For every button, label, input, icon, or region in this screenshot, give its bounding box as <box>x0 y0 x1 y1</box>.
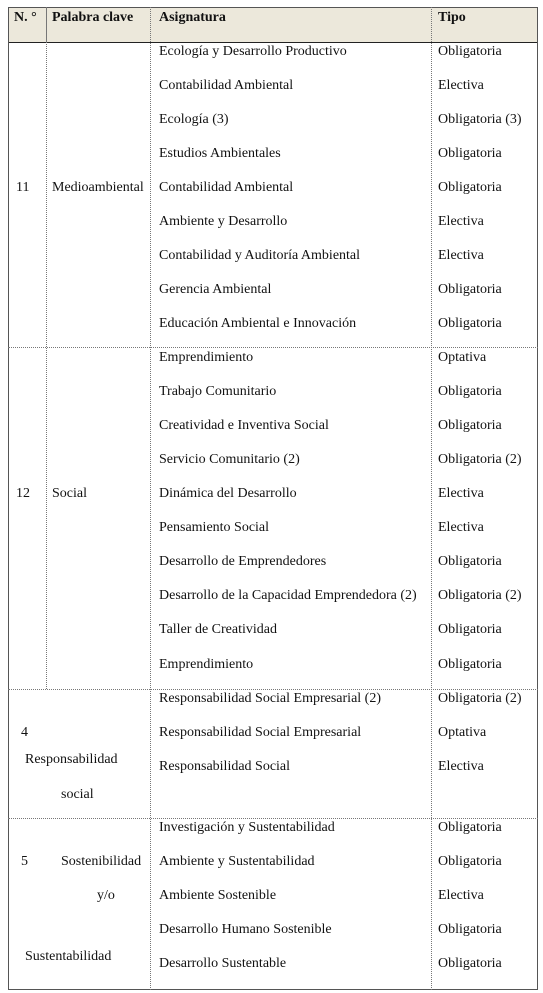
subject-cell: Dinámica del Desarrollo <box>159 486 297 501</box>
subject-cell: Estudios Ambientales <box>159 146 281 161</box>
subject-cell: Creatividad e Inventiva Social <box>159 418 329 433</box>
subject-cell: Contabilidad Ambiental <box>159 180 294 195</box>
header-keyword: Palabra clave <box>52 10 134 25</box>
type-cell: Obligatoria (2) <box>438 452 522 467</box>
header-subject: Asignatura <box>159 10 226 25</box>
group-number: 4 <box>21 725 28 740</box>
group-keyword-line: Sustentabilidad <box>25 949 112 964</box>
subject-cell: Emprendimiento <box>159 657 254 672</box>
subject-cell: Desarrollo Humano Sostenible <box>159 922 332 937</box>
type-cell: Obligatoria <box>438 316 502 331</box>
column-divider <box>46 7 47 689</box>
subject-cell: Servicio Comunitario (2) <box>159 452 300 467</box>
subject-cell: Trabajo Comunitario <box>159 384 277 399</box>
type-cell: Obligatoria <box>438 418 502 433</box>
subject-cell: Taller de Creatividad <box>159 622 277 637</box>
type-cell: Obligatoria (2) <box>438 691 522 706</box>
group-number: 12 <box>16 486 30 501</box>
subject-cell: Investigación y Sustentabilidad <box>159 820 335 835</box>
subject-cell: Ecología (3) <box>159 112 229 127</box>
subject-cell: Emprendimiento <box>159 350 254 365</box>
type-cell: Electiva <box>438 759 484 774</box>
subject-cell: Ecología y Desarrollo Productivo <box>159 44 347 59</box>
column-divider <box>46 7 47 42</box>
group-keyword-line: social <box>61 787 94 802</box>
type-cell: Optativa <box>438 725 487 740</box>
type-cell: Obligatoria <box>438 956 502 971</box>
subject-cell: Ambiente y Sustentabilidad <box>159 854 315 869</box>
type-cell: Electiva <box>438 214 484 229</box>
group-number: 5 <box>21 854 28 869</box>
subject-cell: Responsabilidad Social Empresarial (2) <box>159 691 381 706</box>
group-keyword: Social <box>52 486 87 501</box>
group-keyword-line: Responsabilidad <box>25 752 118 767</box>
type-cell: Obligatoria <box>438 657 502 672</box>
subject-cell: Responsabilidad Social Empresarial <box>159 725 362 740</box>
subject-cell: Desarrollo de la Capacidad Emprendedora (2) <box>159 588 417 603</box>
type-cell: Obligatoria <box>438 922 502 937</box>
type-cell: Obligatoria <box>438 622 502 637</box>
type-cell: Electiva <box>438 248 484 263</box>
type-cell: Obligatoria (3) <box>438 112 522 127</box>
type-cell: Obligatoria <box>438 820 502 835</box>
subject-cell: Desarrollo Sustentable <box>159 956 287 971</box>
subject-cell: Pensamiento Social <box>159 520 270 535</box>
subject-cell: Ambiente Sostenible <box>159 888 277 903</box>
group-keyword-line: y/o <box>97 888 115 903</box>
type-cell: Electiva <box>438 486 484 501</box>
type-cell: Obligatoria <box>438 384 502 399</box>
header-num: N. ° <box>14 10 37 25</box>
subject-cell: Gerencia Ambiental <box>159 282 272 297</box>
type-cell: Electiva <box>438 78 484 93</box>
group-separator <box>8 818 538 819</box>
subject-cell: Ambiente y Desarrollo <box>159 214 288 229</box>
group-separator <box>8 347 538 348</box>
subjects-table <box>8 7 538 990</box>
group-keyword: Medioambiental <box>52 180 144 195</box>
subject-cell: Educación Ambiental e Innovación <box>159 316 357 331</box>
type-cell: Obligatoria <box>438 180 502 195</box>
group-separator <box>8 689 538 690</box>
type-cell: Obligatoria (2) <box>438 588 522 603</box>
type-cell: Obligatoria <box>438 146 502 161</box>
type-cell: Electiva <box>438 888 484 903</box>
type-cell: Optativa <box>438 350 487 365</box>
type-cell: Obligatoria <box>438 44 502 59</box>
subject-cell: Contabilidad y Auditoría Ambiental <box>159 248 361 263</box>
type-cell: Obligatoria <box>438 282 502 297</box>
type-cell: Electiva <box>438 520 484 535</box>
group-keyword-line: Sostenibilidad <box>61 854 142 869</box>
type-cell: Obligatoria <box>438 554 502 569</box>
subject-cell: Responsabilidad Social <box>159 759 291 774</box>
column-divider <box>431 7 432 990</box>
type-cell: Obligatoria <box>438 854 502 869</box>
subject-cell: Contabilidad Ambiental <box>159 78 294 93</box>
group-number: 11 <box>16 180 30 195</box>
header-type: Tipo <box>438 10 466 25</box>
column-divider <box>150 7 151 990</box>
subject-cell: Desarrollo de Emprendedores <box>159 554 327 569</box>
